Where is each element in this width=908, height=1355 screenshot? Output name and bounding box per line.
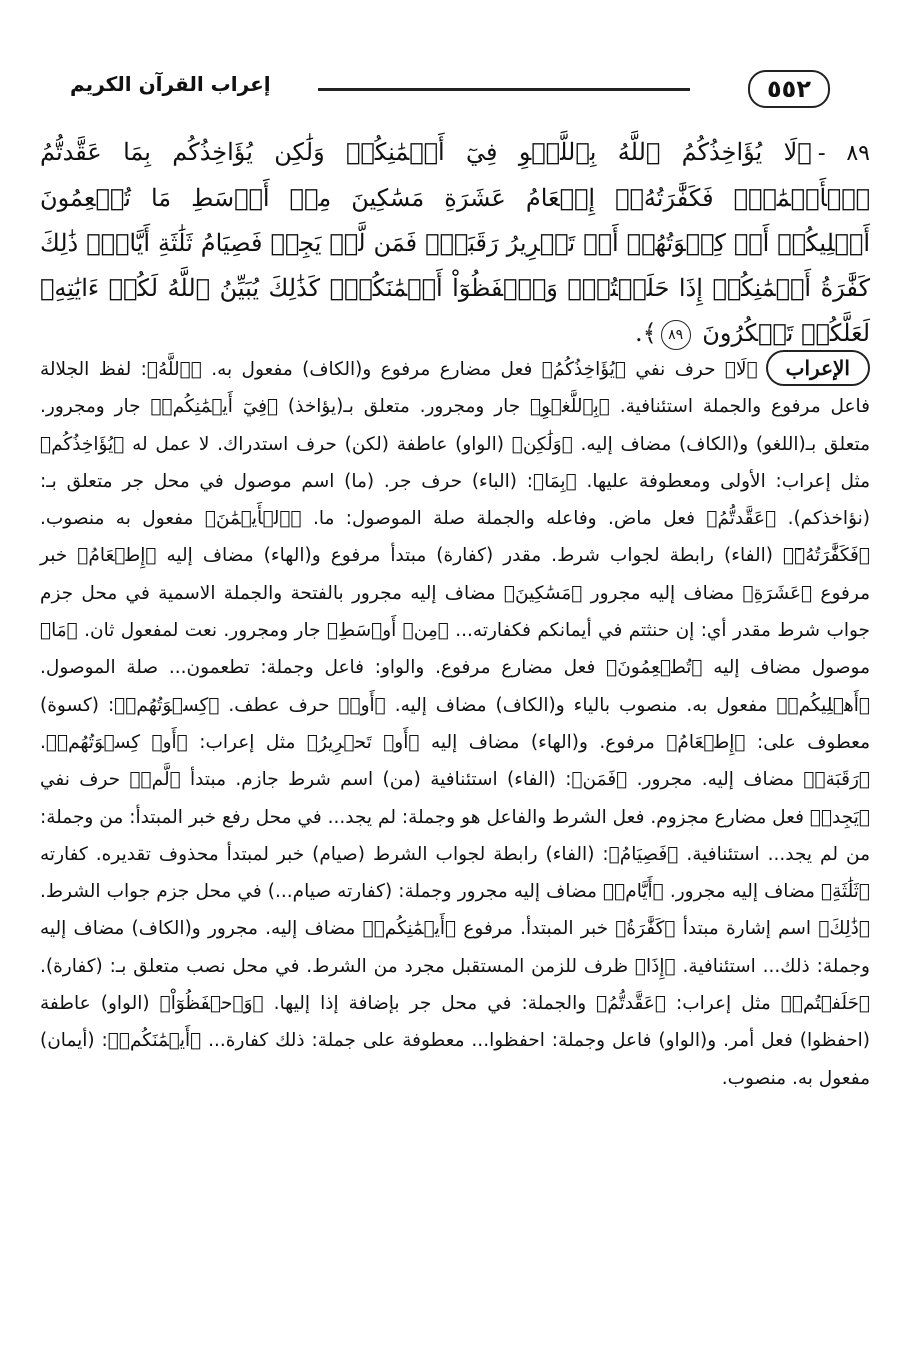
irab-body: ﴿لَا﴾ حرف نفي ﴿يُؤَاخِذُكُمُ﴾ فعل مضارع مرفوع و(الكاف) مفعول به. ﴿ٱللَّهُ﴾: لفظ الجلالة فاعل مرفوع والجملة استئنافية. ﴿بِٱللَّغۡوِ﴾ جار ومجرور. متعلق بـ(يؤاخذ) ﴿فِيٓ أَيۡمَٰنِكُمۡ﴾ جار ومجرور. متعلق بـ(اللغو) و(الكاف) مضاف إليه. ﴿وَلَٰكِن﴾ (الواو) عاطفة (لكن) حرف استدراك. لا عمل له ﴿يُؤَاخِذُكُم﴾ مثل إعراب: الأولى ومعطوفة عليها. ﴿بِمَا﴾: (الباء) حرف جر. (ما) اسم موصول في محل جر متعلق بـ: (نؤاخذكم). ﴿عَقَّدتُّمُ﴾ فعل ماض. وفاعله والجملة صلة الموصول: ما. ﴿ٱلۡأَيۡمَٰنَ﴾ مفعول به منصوب. ﴿فَكَفَّٰرَتُهُۥٓ﴾ (الفاء) رابطة لجواب شرط. مقدر (كفارة) مبتدأ مرفوع و(الهاء) مضاف إليه ﴿إِطۡعَامُ﴾ خبر مرفوع ﴿عَشَرَةِ﴾ مضاف إليه مجرور ﴿مَسَٰكِينَ﴾ مضاف إليه مجرور بالفتحة والجملة الاسمية في محل جزم جواب شرط مقدر أي: إن حنثتم في أيمانكم فكفارته... ﴿مِنۡ أَوۡسَطِ﴾ جار ومجرور. نعت لمفعول ثان. ﴿مَا﴾ موصول مضاف إليه ﴿تُطۡعِمُونَ﴾ فعل مضارع مرفوع. والواو: فاعل وجملة: تطعمون... صلة الموصول. ﴿أَهۡلِيكُمۡ﴾ مفعول به. منصوب بالياء و(الكاف) مضاف إليه. ﴿أَوۡ﴾ حرف عطف. ﴿كِسۡوَتُهُمۡ﴾: (كسوة) معطوف على: ﴿إِطۡعَامُ﴾ مرفوع. و(الهاء) مضاف إليه ﴿أَوۡ تَحۡرِيرُ﴾ مثل إعراب: ﴿أَوۡ كِسۡوَتُهُمۡ﴾. ﴿رَقَبَةٖ﴾ مضاف إليه. مجرور. ﴿فَمَن﴾: (الفاء) استئنافية (من) اسم شرط جازم. مبتدأ ﴿لَّمۡ﴾ حرف نفي ﴿يَجِدۡ﴾ فعل مضارع مجزوم. فعل الشرط والفاعل هو وجملة: لم يجد... في محل رفع خبر المبتدأ: من وجملة: من لم يجد... استئنافية. ﴿فَصِيَامُ﴾: (الفاء) رابطة لجواب الشرط (صيام) خبر لمبتدأ محذوف تقديره. كفارته ﴿ثَلَٰثَةِ﴾ مضاف إليه مجرور. ﴿أَيَّامٖ﴾ مضاف إليه مجرور وجملة: (كفارته صيام...) في محل جزم جواب الشرط. ﴿ذَٰلِكَ﴾ اسم إشارة مبتدأ ﴿كَفَّٰرَةُ﴾ خبر المبتدأ. مرفوع ﴿أَيۡمَٰنِكُمۡ﴾ مضاف إليه. مجرور و(الكاف) مضاف إليه وجملة: ذلك... استئنافية. ﴿إِذَا﴾ ظرف للزمن المستقبل مجرد من الشرط. في محل نصب متعلق بـ: (كفارة). ﴿حَلَفۡتُمۡ﴾ مثل إعراب: ﴿عَقَّدتُّمُ﴾ والجملة: في محل جر بإضافة إذا إليها. ﴿وَٱحۡفَظُوٓاْ﴾ (الواو) عاطفة (احفظوا) فعل أمر. و(الواو) فاعل وجملة: احفظوا... معطوفة على جملة: ذلك كفارة... ﴿أَيۡمَٰنَكُمۡ﴾: (أيمان) مفعول به. منصوب. [40, 359, 870, 1089]
book-title: إعراب القرآن الكريم [70, 72, 271, 96]
ayah-end-marker: ٨٩ [661, 320, 691, 350]
verse-close: ﴾. [634, 319, 657, 347]
quran-verse [40, 130, 870, 356]
header-rule [318, 88, 690, 91]
irab-label: الإعراب [766, 350, 870, 386]
verse-text: ﴿لَا يُؤَاخِذُكُمُ ٱللَّهُ بِٱللَّغۡوِ فِيٓ أَيۡمَٰنِكُمۡ وَلَٰكِن يُؤَاخِذُكُم بِمَا عَقَّدتُّمُ ٱلۡأَيۡمَٰنَۖ فَكَفَّٰرَتُهُۥٓ إِطۡعَامُ عَشَرَةِ مَسَٰكِينَ مِنۡ أَوۡسَطِ مَا تُطۡعِمُونَ أَهۡلِيكُمۡ أَوۡ كِسۡوَتُهُمۡ أَوۡ تَحۡرِيرُ رَقَبَةٖۖ فَمَن لَّمۡ يَجِدۡ فَصِيَامُ ثَلَٰثَةِ أَيَّامٖۚ ذَٰلِكَ كَفَّٰرَةُ أَيۡمَٰنِكُمۡ إِذَا حَلَفۡتُمۡۚ وَٱحۡفَظُوٓاْ أَيۡمَٰنَكُمۡۚ كَذَٰلِكَ يُبَيِّنُ ٱللَّهُ لَكُمۡ ءَايَٰتِهِۦ لَعَلَّكُمۡ تَشۡكُرُونَ [40, 138, 870, 347]
verse-number: ٨٩ - [817, 141, 870, 166]
irab-analysis [40, 350, 870, 1097]
page-number: ٥٥٢ [748, 70, 830, 108]
page-header [60, 66, 830, 116]
